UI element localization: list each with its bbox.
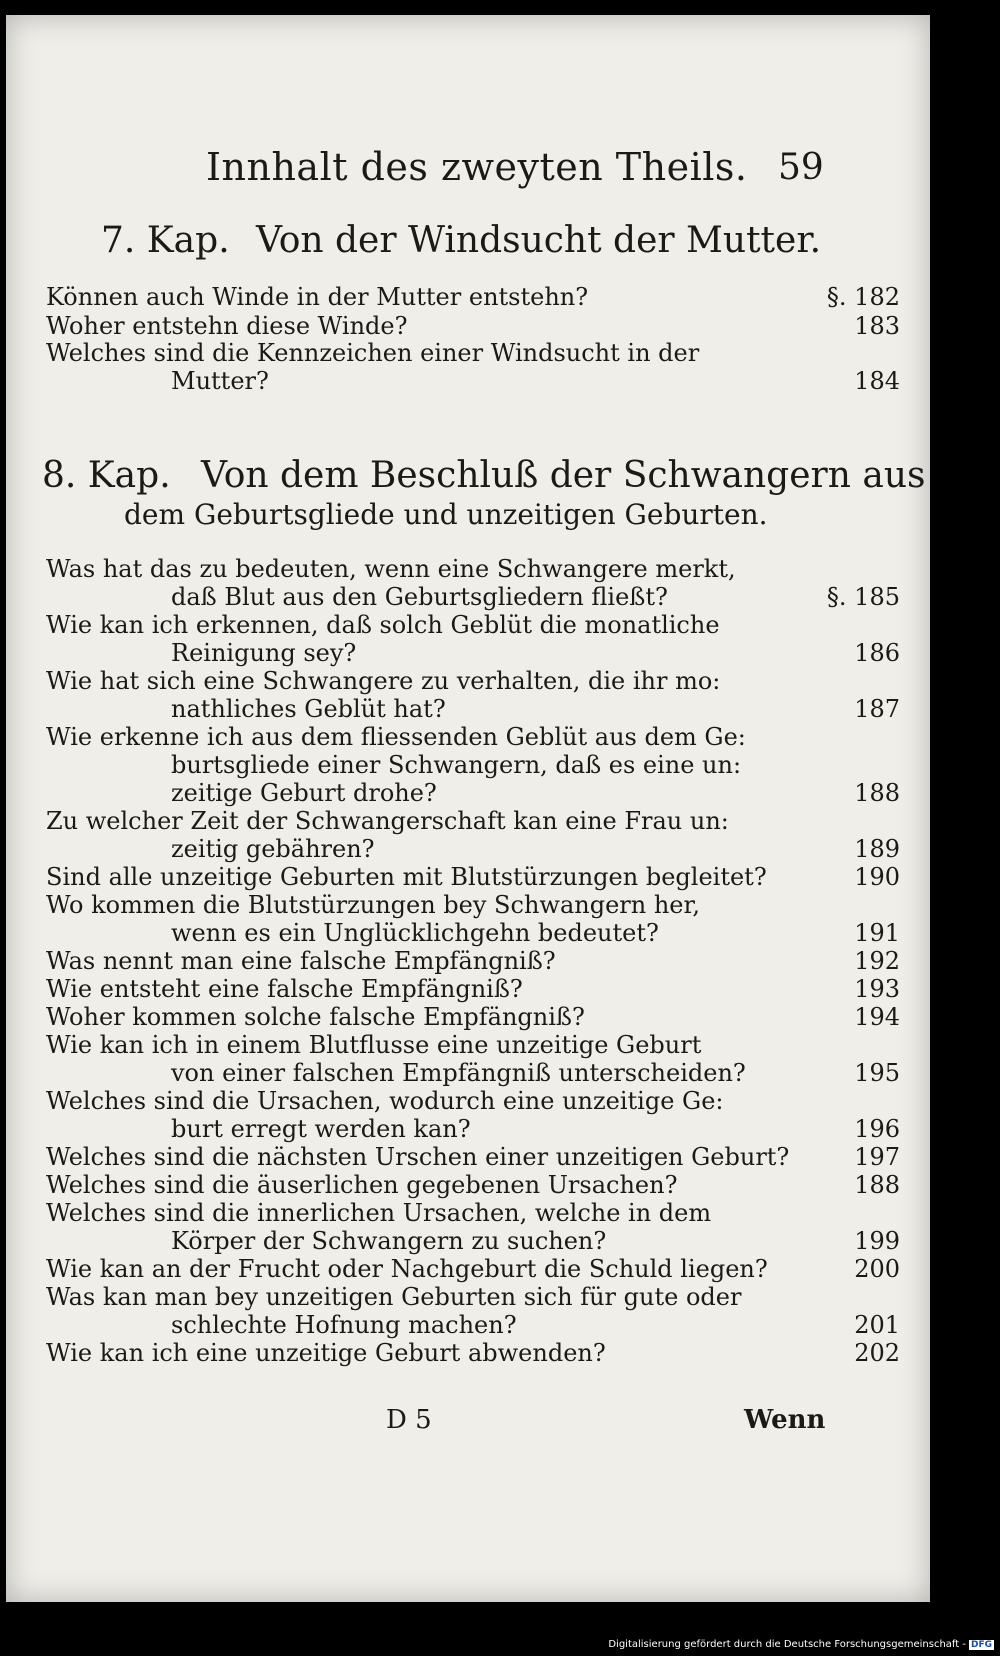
entry-number: 194 (854, 1003, 900, 1031)
entry-question: Woher kommen solche falsche Empfängniß? (46, 1003, 585, 1031)
entry-question: Welches sind die innerlichen Ursachen, welche in dem (46, 1199, 712, 1227)
entry-question: Was nennt man eine falsche Empfängniß? (46, 947, 556, 975)
entry-question: Woher entstehn diese Winde? (46, 312, 408, 340)
entry-question-cont: wenn es ein Unglücklichgehn bedeutet? (171, 919, 659, 947)
entry-question-cont: Mutter? (171, 367, 269, 395)
entry-question: Welches sind die Ursachen, wodurch eine unzeitige Ge: (46, 1087, 724, 1115)
catchword: Wenn (744, 1405, 826, 1435)
page-number: 59 (778, 147, 824, 188)
entry-number: 202 (854, 1339, 900, 1367)
chapter7-title: Von der Windsucht der Mutter. (256, 220, 822, 261)
entry-question: Welches sind die äuserlichen gegebenen Ursachen? (46, 1171, 678, 1199)
entry-question-cont: zeitig gebähren? (171, 835, 375, 863)
chapter8-title-cont: dem Geburtsgliede und unzeitigen Geburten. (124, 498, 768, 531)
entry-number: 199 (854, 1227, 900, 1255)
entry-question: Wie kan ich erkennen, daß solch Geblüt die monatliche (46, 611, 720, 639)
entry-question-cont: burt erregt werden kan? (171, 1115, 471, 1143)
entry-number: 190 (854, 863, 900, 891)
entry-question-cont: Reinigung sey? (171, 639, 357, 667)
entry-number: 192 (854, 947, 900, 975)
entry-number: 186 (854, 639, 900, 667)
entry-number: 183 (854, 312, 900, 340)
entry-number: §. 182 (826, 283, 900, 311)
entry-question-cont: von einer falschen Empfängniß unterscheiden? (171, 1059, 746, 1087)
entry-number: 195 (854, 1059, 900, 1087)
digitization-credit (608, 1639, 994, 1650)
entry-question: Was hat das zu bedeuten, wenn eine Schwangere merkt, (46, 555, 736, 583)
entry-number: 193 (854, 975, 900, 1003)
entry-question: Wie erkenne ich aus dem fliessenden Geblüt aus dem Ge: (46, 723, 746, 751)
entry-number: 201 (854, 1311, 900, 1339)
entry-question: Wie hat sich eine Schwangere zu verhalten, die ihr mo: (46, 667, 721, 695)
entry-number: 196 (854, 1115, 900, 1143)
entry-question: Zu welcher Zeit der Schwangerschaft kan eine Frau un: (46, 807, 729, 835)
dfg-logo: DFG (970, 1640, 992, 1650)
chapter8-label: 8. Kap. (42, 455, 171, 496)
entry-number: 184 (854, 367, 900, 395)
entry-question: Wie entsteht eine falsche Empfängniß? (46, 975, 523, 1003)
entry-question-cont: Körper der Schwangern zu suchen? (171, 1227, 607, 1255)
signature-mark: D 5 (386, 1405, 432, 1435)
chapter8-title: Von dem Beschluß der Schwangern aus (201, 455, 926, 496)
entry-question: Was kan man bey unzeitigen Geburten sich für gute oder (46, 1283, 742, 1311)
entry-question: Können auch Winde in der Mutter entstehn? (46, 283, 589, 311)
entry-question-cont: zeitige Geburt drohe? (171, 779, 437, 807)
entry-question-cont: burtsgliede einer Schwangern, daß es eine un: (171, 751, 742, 779)
entry-question-cont: daß Blut aus den Geburtsgliedern fließt? (171, 583, 668, 611)
entry-number: 187 (854, 695, 900, 723)
entry-number: 197 (854, 1143, 900, 1171)
entry-question-cont: nathliches Geblüt hat? (171, 695, 446, 723)
entry-number: 189 (854, 835, 900, 863)
entry-number: 188 (854, 1171, 900, 1199)
credit-text: Digitalisierung gefördert durch die Deutsche Forschungsgemeinschaft - (608, 1639, 966, 1650)
entry-question: Wie kan an der Frucht oder Nachgeburt die Schuld liegen? (46, 1255, 768, 1283)
entry-question: Welches sind die nächsten Urschen einer unzeitigen Geburt? (46, 1143, 790, 1171)
entry-question: Wie kan ich eine unzeitige Geburt abwenden? (46, 1339, 606, 1367)
entry-question: Sind alle unzeitige Geburten mit Blutstürzungen begleitet? (46, 863, 767, 891)
entry-question: Wo kommen die Blutstürzungen bey Schwangern her, (46, 891, 700, 919)
entry-question-cont: schlechte Hofnung machen? (171, 1311, 517, 1339)
book-page (6, 15, 930, 1602)
entry-number: 200 (854, 1255, 900, 1283)
entry-number: 188 (854, 779, 900, 807)
entry-number: §. 185 (826, 583, 900, 611)
entry-question: Wie kan ich in einem Blutflusse eine unzeitige Geburt (46, 1031, 702, 1059)
entry-question: Welches sind die Kennzeichen einer Windsucht in der (46, 339, 700, 367)
running-head-title: Innhalt des zweyten Theils. (206, 145, 748, 189)
chapter7-label: 7. Kap. (101, 220, 230, 261)
entry-number: 191 (854, 919, 900, 947)
